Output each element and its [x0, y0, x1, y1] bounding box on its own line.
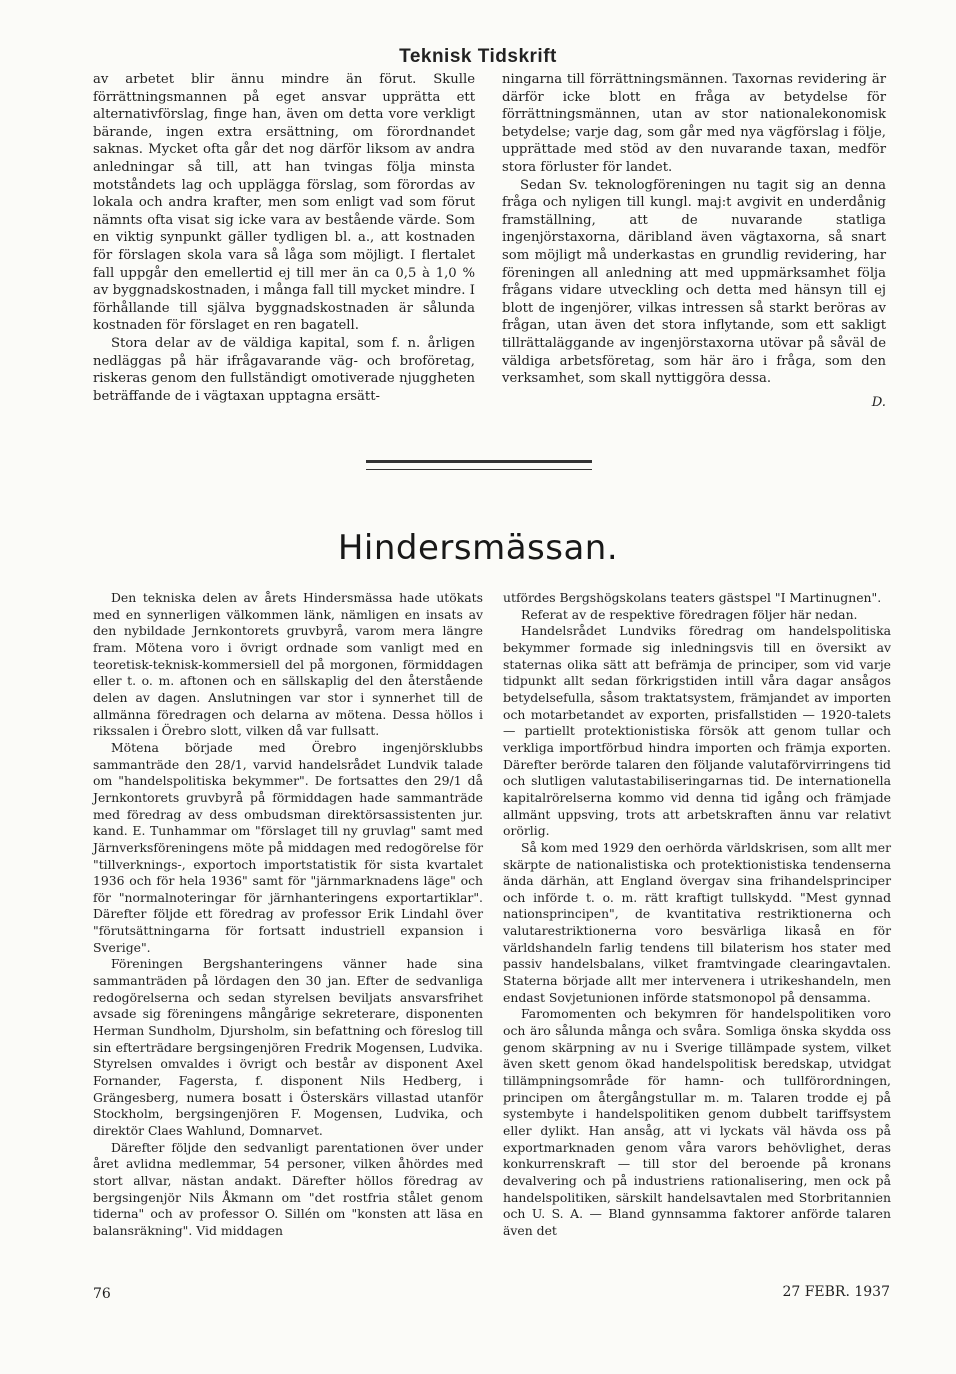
paragraph: Så kom med 1929 den oerhörda världskrisen, som allt mer skärpte de nationalistiska och protektionistiska tendenserna ända därhän, att England övergav sina frihandelsprinciper och införde t. o. m. rätt kraftigt tullskydd. "Mest gynnad nationsprincipen", de kvantitativa restriktionerna och valutarestriktionerna voro besvärliga likaså en för världshandeln farlig tendens till bilaterism hos stater med passiv handelsbalans, vilket framtvingade clearingavtalen. Staterna började allt mer intervenera i utrikeshandeln, men endast Sovjetunionen införde statsmonopol på densamma.: [503, 839, 891, 1005]
paragraph: Handelsrådet Lundviks föredrag om handelspolitiska bekymmer formade sig inledningsvis till en översikt av staternas olika sätt att befrämja de principer, som vid varje tidpunkt allt sedan förkrigstiden intill våra dagar ansågos betydelsefulla, såsom traktatsystem, främjandet av importen och motarbetandet av exporten, prisfallstiden — 1920-talets — partiellt protektionistiska försök att genom tullar och verkliga importförbud hindra importen och främja exporten. Därefter berörde talaren den följande valutaförvirringens tid och slutligen valutastabiliseringarnas tid. De internationella kapitalrörelserna kommo vid denna tid igång och främjade allmänt uppsving, trots att arbetskraften ännu var relativt orörlig.: [503, 623, 891, 839]
author-signature: D.: [871, 394, 886, 410]
paragraph: Föreningen Bergshanteringens vänner hade sina sammanträden på lördagen den 30 jan. Efter de sedvanliga redogörelserna och sedan styrelsen beviljats ansvarsfrihet avsade sig föreningens mångårige sekreterare, disponenten Herman Sundholm, Djursholm, sin befattning och föreslog till sin efterträdare bergsingenjören Fredrik Mogensen, Ludvika. Styrelsen omvaldes i övrigt och består av disponent Axel Fornander, Fagersta, f. disponent Nils Hedberg, i Grängesberg, numera bosatt i Österskärs villastad utanför Stockholm, bergsingenjören F. Mogensen, Ludvika, och direktör Claes Wahlund, Domnarvet.: [93, 956, 483, 1138]
paragraph: Mötena började med Örebro ingenjörsklubbs sammanträde den 28/1, varvid handelsrådet Lundvik talade om "handelspolitiska bekymmer". De fortsattes den 29/1 då Jernkontorets gruvbyrå på förmiddagen hade sammanträde med föredrag av dess ombudsman direktörsassistenten jur. kand. E. Tunhammar om "förslaget till ny gruvlag" samt med Järnverksföreningens möte på middagen med redogörelse för "tillverknings-, exportoch importstatistik för sista kvartalet 1936 och för hela 1936" samt för "järnmarknadens läge" och för "normalnoteringar för järnhanteringens exportartiklar". Därefter följde ett föredrag av professor Erik Lindahl över "förutsättningarna för fortsatt industriell expansion i Sverige".: [93, 739, 483, 955]
article-continuation-right-column: [502, 71, 886, 411]
article-continuation-left-column: [93, 71, 475, 405]
paragraph: utfördes Bergshögskolans teaters gästspel "I Martinugnen".: [503, 590, 882, 605]
page-number: 76: [93, 1286, 111, 1302]
paragraph: ningarna till förrättningsmännen. Taxornas revidering är därför icke blott en fråga av betydelse för förrättningsmännen, utan av stor nationalekonomisk betydelse; varje dag, som går med nya vägförslag i följe, upprättade med stöd av den nuvarande taxan, medför stora förluster för landet.: [502, 72, 886, 175]
paragraph: Referat av de respektive föredragen följer här nedan.: [521, 606, 858, 622]
paragraph: Stora delar av de väldiga kapital, som f. n. årligen nedläggas på här ifrågavarande väg- och broföretag, riskeras genom den fullständigt omotiverade njuggheten beträffande de i vägtaxan upptagna ersätt-: [93, 335, 475, 404]
paragraph: av arbetet blir ännu mindre än förut. Skulle förrättningsmannen på eget ansvar upprätta ett alternativförslag, finge han, även om detta vore verkligt bärande, ingen extra ersättning, om förordnandet saknas. Mycket ofta går det nog därför liksom av andra anledningar så till, att han tvingas följa minsta motståndets lag och upplägga förslag, som förordas av lokala och andra krafter, men som enligt vad som förut nämnts ofta visat sig icke vara av bestående värde. Som en viktig synpunkt gäller tydligen bl. a., att kostnaden för förslagen skola vara så låga som möjligt. I flertalet fall uppgår den emellertid ej till mer än ca 0,5 à 1,0 % av byggnadskostnaden, i många fall till mycket mindre. I förhållande till själva byggnadskostnaden är sålunda kostnaden för förslaget en ren bagatell.: [93, 72, 475, 334]
article-left-column: [93, 590, 483, 1240]
article-title: Hindersmässan.: [337, 528, 619, 568]
section-divider: [366, 460, 592, 470]
paragraph: Sedan Sv. teknologföreningen nu tagit sig an denna fråga och nyligen till kungl. maj:t avgivit en underdånig framställning, att de nuvarande statliga ingenjörstaxorna, däribland även vägtaxorna, så snart som möjligt må underkastas en grundlig revidering, har föreningen all anledning att med uppmärksamhet följa frågans vidare utveckling och detta med hänsyn till ej blott de ingenjörer, vilkas intressen så starkt beröras av frågan, utan även det stora inflytande, som ett sakligt tillrättaläggande av ingenjörstaxorna utövar på såväl de väldiga arbetsföretag, som här äro i fråga, som den verksamhet, som skall nyttiggöra dessa.: [502, 177, 886, 387]
running-header: Teknisk Tidskrift: [399, 46, 557, 67]
paragraph: Därefter följde den sedvanligt parentationen över under året avlidna medlemmar, 54 personer, vilken åhördes med stort allvar, nästan andakt. Därefter höllos föredrag av bergsingenjör Nils Åkmann om "det rostfria stålet genom tiderna" och av professor O. Sillén om "konsten att läsa en balansräkning". Vid middagen: [93, 1139, 483, 1238]
issue-date: 27 FEBR. 1937: [782, 1284, 890, 1300]
paragraph: Den tekniska delen av årets Hindersmässa hade utökats med en synnerligen välkommen länk, nämligen en insats av den nybildade Jernkontorets gruvbyrå, varom mera längre fram. Mötena voro i övrigt ordnade som vanligt med en teoretisk-teknisk-kommersiell del på morgonen, förmiddagen eller t. o. m. aftonen och en sällskaplig del den återstående delen av dagen. Anslutningen var stor i synnerhet till de allmänna föredragen och delarna av mötena. Dessa höllos i rikssalen i Örebro slott, vilken då var fullsatt.: [93, 590, 483, 739]
article-right-column: [503, 590, 891, 1240]
paragraph: Faromomenten och bekymren för handelspolitiken voro och äro sålunda många och svåra. Somliga önska skydda oss genom skärpning av nu i Sverige tillämpade system, vilket även skett genom ökad handelspolitisk beredskap, utvidgat tillämpningsområde för hamn- och tullförordningen, principen om återgångstullar m. m. Talaren trodde ej på systembyte i handelspolitiken genom dubbelt tariffsystem eller dylikt. Han ansåg, att vi lyckats väl hävda oss på exportmarknaden genom våra varors behövlighet, deras konkurrenskraft — till stor del beroende på kronans devalvering och på industriens rationalisering, men ock på handelspolitiken, särskilt handelsavtalen med Storbritannien och U. S. A. — Bland gynnsamma faktorer anförde talaren även det: [503, 1006, 891, 1238]
